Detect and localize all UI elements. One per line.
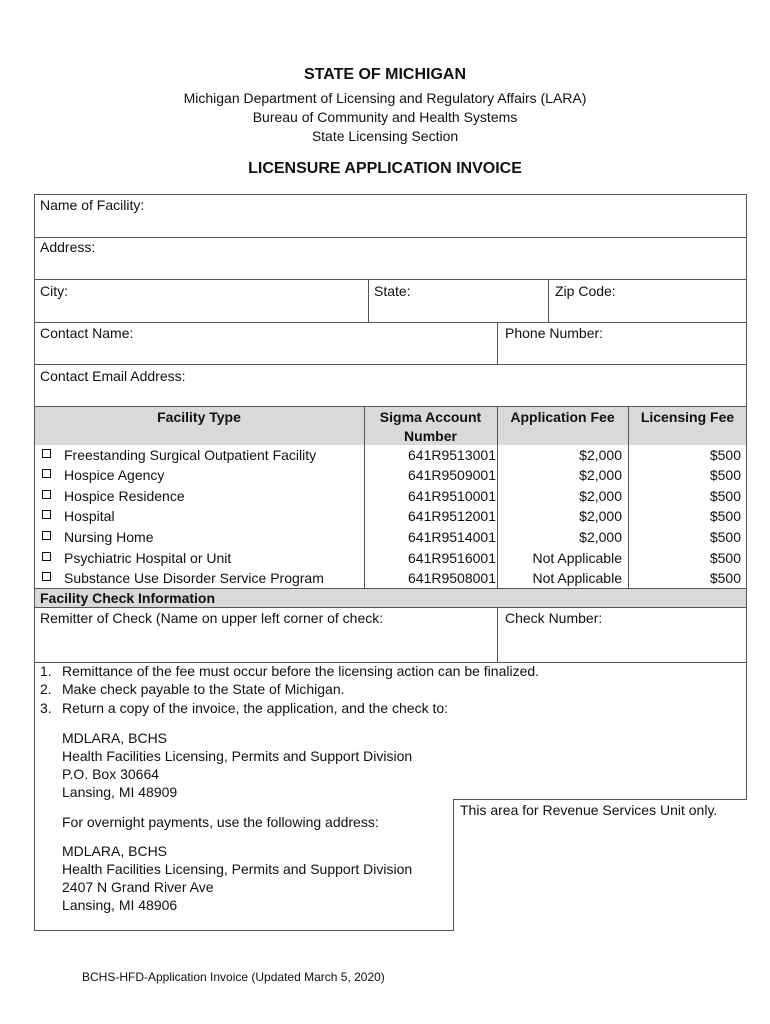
address-line: Health Facilities Licensing, Permits and Support Division xyxy=(62,861,413,877)
page-title: STATE OF MICHIGAN xyxy=(303,66,467,83)
sigma-account-number: 641R9508001 xyxy=(408,570,496,586)
sigma-account-header-line1: Sigma Account xyxy=(379,409,482,425)
sigma-account-number: 641R9512001 xyxy=(408,508,496,524)
address-line: Health Facilities Licensing, Permits and Support Division xyxy=(62,748,413,764)
sigma-account-number: 641R9513001 xyxy=(408,447,496,463)
divider xyxy=(453,799,747,800)
instruction-text: Make check payable to the State of Michigan. xyxy=(62,681,345,697)
facility-type-checkbox[interactable] xyxy=(42,510,51,519)
divider xyxy=(746,663,747,799)
instruction-number: 1. xyxy=(40,663,52,679)
facility-type-label: Hospital xyxy=(64,508,115,524)
facility-type-label: Substance Use Disorder Service Program xyxy=(64,570,324,586)
licensing-fee: $500 xyxy=(709,447,741,463)
facility-type-label: Freestanding Surgical Outpatient Facility xyxy=(64,447,317,463)
address-line: Lansing, MI 48909 xyxy=(62,784,178,800)
licensing-fee: $500 xyxy=(709,570,741,586)
address-field[interactable]: Address: xyxy=(40,239,96,255)
state-field[interactable]: State: xyxy=(374,283,411,299)
sigma-account-number: 641R9516001 xyxy=(408,550,496,566)
zip-code-field[interactable]: Zip Code: xyxy=(555,283,616,299)
facility-type-checkbox[interactable] xyxy=(42,469,51,478)
address-line: P.O. Box 30664 xyxy=(62,766,160,782)
application-fee: Not Applicable xyxy=(532,550,622,566)
table-row xyxy=(34,465,746,486)
address-line: Lansing, MI 48906 xyxy=(62,897,178,913)
contact-name-field[interactable]: Contact Name: xyxy=(40,325,134,341)
instruction-item xyxy=(40,700,448,716)
city-field[interactable]: City: xyxy=(40,283,68,299)
facility-type-checkbox[interactable] xyxy=(42,449,51,458)
divider xyxy=(368,279,369,322)
check-info-heading: Facility Check Information xyxy=(40,590,216,606)
sigma-account-number: 641R9514001 xyxy=(408,529,496,545)
divider xyxy=(34,279,747,280)
divider xyxy=(548,279,549,322)
divider xyxy=(34,364,747,365)
facility-type-label: Hospice Residence xyxy=(64,488,185,504)
facility-type-label: Hospice Agency xyxy=(64,467,165,483)
facility-type-checkbox[interactable] xyxy=(42,552,51,561)
remitter-field[interactable]: Remitter of Check (Name on upper left corner of check: xyxy=(40,610,384,626)
table-row xyxy=(34,486,746,507)
licensing-fee: $500 xyxy=(709,529,741,545)
application-fee: $2,000 xyxy=(579,529,622,545)
divider xyxy=(453,799,454,931)
facility-type-label: Nursing Home xyxy=(64,529,154,545)
facility-type-label: Psychiatric Hospital or Unit xyxy=(64,550,232,566)
sigma-account-header xyxy=(364,408,497,446)
divider xyxy=(34,237,747,238)
application-fee: $2,000 xyxy=(579,508,622,524)
revenue-services-note: This area for Revenue Services Unit only. xyxy=(460,802,718,818)
table-row xyxy=(34,527,746,548)
overnight-label: For overnight payments, use the following address: xyxy=(62,814,379,830)
instruction-number: 3. xyxy=(40,700,52,716)
facility-type-checkbox[interactable] xyxy=(42,531,51,540)
divider xyxy=(34,930,454,931)
address-line: MDLARA, BCHS xyxy=(62,730,168,746)
licensing-fee: $500 xyxy=(709,488,741,504)
address-line: 2407 N Grand River Ave xyxy=(62,879,214,895)
facility-type-header: Facility Type xyxy=(157,409,241,425)
phone-number-field[interactable]: Phone Number: xyxy=(505,325,604,341)
mailing-address xyxy=(62,729,412,801)
check-number-field[interactable]: Check Number: xyxy=(505,610,603,626)
application-fee-header: Application Fee xyxy=(510,409,615,425)
divider xyxy=(34,322,747,323)
facility-name-field[interactable]: Name of Facility: xyxy=(40,197,145,213)
table-row xyxy=(34,506,746,527)
overnight-address xyxy=(62,842,412,914)
application-fee: $2,000 xyxy=(579,488,622,504)
licensing-fee: $500 xyxy=(709,508,741,524)
department-name: Michigan Department of Licensing and Regulatory Affairs (LARA) xyxy=(183,90,587,106)
instruction-text: Remittance of the fee must occur before the licensing action can be finalized. xyxy=(62,663,540,679)
instruction-number: 2. xyxy=(40,681,52,697)
table-row xyxy=(34,548,746,569)
instruction-item xyxy=(40,681,345,697)
application-fee: Not Applicable xyxy=(532,570,622,586)
facility-type-checkbox[interactable] xyxy=(42,490,51,499)
licensing-fee: $500 xyxy=(709,550,741,566)
sigma-account-number: 641R9509001 xyxy=(408,467,496,483)
bureau-name: Bureau of Community and Health Systems xyxy=(252,109,518,125)
section-name: State Licensing Section xyxy=(311,128,459,144)
licensing-fee: $500 xyxy=(709,467,741,483)
divider xyxy=(497,607,498,663)
contact-email-field[interactable]: Contact Email Address: xyxy=(40,368,186,384)
form-title: LICENSURE APPLICATION INVOICE xyxy=(248,160,522,177)
application-fee: $2,000 xyxy=(579,467,622,483)
divider xyxy=(34,406,747,407)
table-row xyxy=(34,445,746,466)
address-line: MDLARA, BCHS xyxy=(62,843,168,859)
facility-type-checkbox[interactable] xyxy=(42,572,51,581)
instruction-item xyxy=(40,663,539,679)
divider xyxy=(497,322,498,364)
sigma-account-header-line2: Number xyxy=(404,428,457,444)
divider xyxy=(34,663,35,931)
table-row xyxy=(34,568,746,589)
sigma-account-number: 641R9510001 xyxy=(408,488,496,504)
instruction-text: Return a copy of the invoice, the application, and the check to: xyxy=(62,700,449,716)
licensing-fee-header: Licensing Fee xyxy=(640,409,735,425)
form-footer: BCHS-HFD-Application Invoice (Updated March 5, 2020) xyxy=(82,970,385,984)
application-fee: $2,000 xyxy=(579,447,622,463)
divider xyxy=(34,607,747,608)
